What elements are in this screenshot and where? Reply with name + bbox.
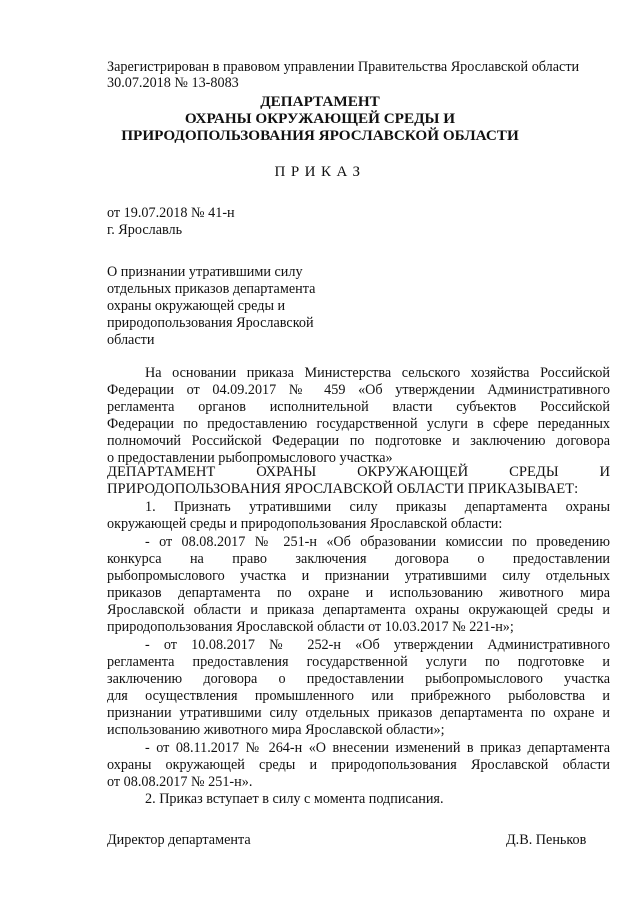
sub-item-1-line: приказов департамента по охране и использованию животного мира bbox=[107, 585, 610, 601]
subject-line: О признании утратившими силу bbox=[107, 264, 303, 280]
registration-line-1: Зарегистрирован в правовом управлении Правительства Ярославской области bbox=[107, 59, 580, 75]
sub-item-1-line: природопользования Ярославской области от 10.03.2017 № 221-н»; bbox=[107, 619, 514, 635]
sub-item-3-line: - от 08.11.2017 № 264-н «О внесении изменений в приказ департамента bbox=[145, 740, 610, 756]
document-type-title: ПРИКАЗ bbox=[274, 164, 366, 180]
order-city: г. Ярославль bbox=[107, 222, 183, 238]
subject-line: охраны окружающей среды и bbox=[107, 298, 286, 314]
sub-item-2-line: заключению договора о предоставлении рыбопромыслового участка bbox=[107, 671, 610, 687]
sub-item-2-line: использованию животного мира Ярославской области»; bbox=[107, 722, 445, 738]
subject-line: области bbox=[107, 332, 155, 348]
sub-item-1-line: Ярославской области и приказа департамента охраны окружающей среды и bbox=[107, 602, 610, 618]
sub-item-1-line: - от 08.08.2017 № 251-н «Об образовании комиссии по проведению bbox=[145, 534, 610, 550]
sub-item-2-line: признании утратившими силу отдельных приказов департамента по охране и bbox=[107, 705, 610, 721]
header-line-3: ПРИРОДОПОЛЬЗОВАНИЯ ЯРОСЛАВСКОЙ ОБЛАСТИ bbox=[121, 127, 519, 144]
basis-line: о предоставлении рыбопромыслового участка» bbox=[107, 450, 393, 466]
orders-line: ПРИРОДОПОЛЬЗОВАНИЯ ЯРОСЛАВСКОЙ ОБЛАСТИ ПРИКАЗЫВАЕТ: bbox=[107, 481, 579, 497]
sub-item-1-line: конкурса на право заключения договора о предоставлении bbox=[107, 551, 610, 567]
signature-name: Д.В. Пеньков bbox=[506, 832, 587, 848]
subject-line: отдельных приказов департамента bbox=[107, 281, 316, 297]
subject-line: природопользования Ярославской bbox=[107, 315, 314, 331]
signature-position: Директор департамента bbox=[107, 832, 251, 848]
sub-item-1-line: рыбопромыслового участка и признании утратившими силу отдельных bbox=[107, 568, 610, 584]
item-2-line: 2. Приказ вступает в силу с момента подписания. bbox=[145, 791, 444, 807]
header-line-2: ОХРАНЫ ОКРУЖАЮЩЕЙ СРЕДЫ И bbox=[184, 110, 456, 127]
sub-item-3-line: от 08.08.2017 № 251-н». bbox=[107, 774, 253, 790]
basis-line: Федерации по предоставлению государственной услуги в сфере переданных bbox=[107, 416, 610, 432]
basis-line: регламента органов исполнительной власти субъектов Российской bbox=[107, 399, 610, 415]
basis-line: На основании приказа Министерства сельского хозяйства Российской bbox=[145, 365, 610, 381]
item-1-line: 1. Признать утратившими силу приказы департамента охраны bbox=[145, 499, 610, 515]
sub-item-2-line: регламента предоставления государственной услуги по подготовке и bbox=[107, 654, 610, 670]
sub-item-2-line: для осуществления промышленного или прибрежного рыболовства и bbox=[107, 688, 610, 704]
sub-item-3-line: охраны окружающей среды и природопользования Ярославской области bbox=[107, 757, 610, 773]
order-date-number: от 19.07.2018 № 41-н bbox=[107, 205, 235, 221]
item-1-line: окружающей среды и природопользования Ярославской области: bbox=[107, 516, 503, 532]
basis-line: Федерации от 04.09.2017 № 459 «Об утверждении Административного bbox=[107, 382, 610, 398]
basis-line: полномочий Российской Федерации по подготовке и заключению договора bbox=[107, 433, 610, 449]
orders-line: ДЕПАРТАМЕНТ ОХРАНЫ ОКРУЖАЮЩЕЙ СРЕДЫ И bbox=[107, 464, 610, 480]
registration-line-2: 30.07.2018 № 13-8083 bbox=[107, 75, 239, 91]
sub-item-2-line: - от 10.08.2017 № 252-н «Об утверждении Административного bbox=[145, 637, 610, 653]
header-line-1: ДЕПАРТАМЕНТ bbox=[260, 93, 380, 110]
